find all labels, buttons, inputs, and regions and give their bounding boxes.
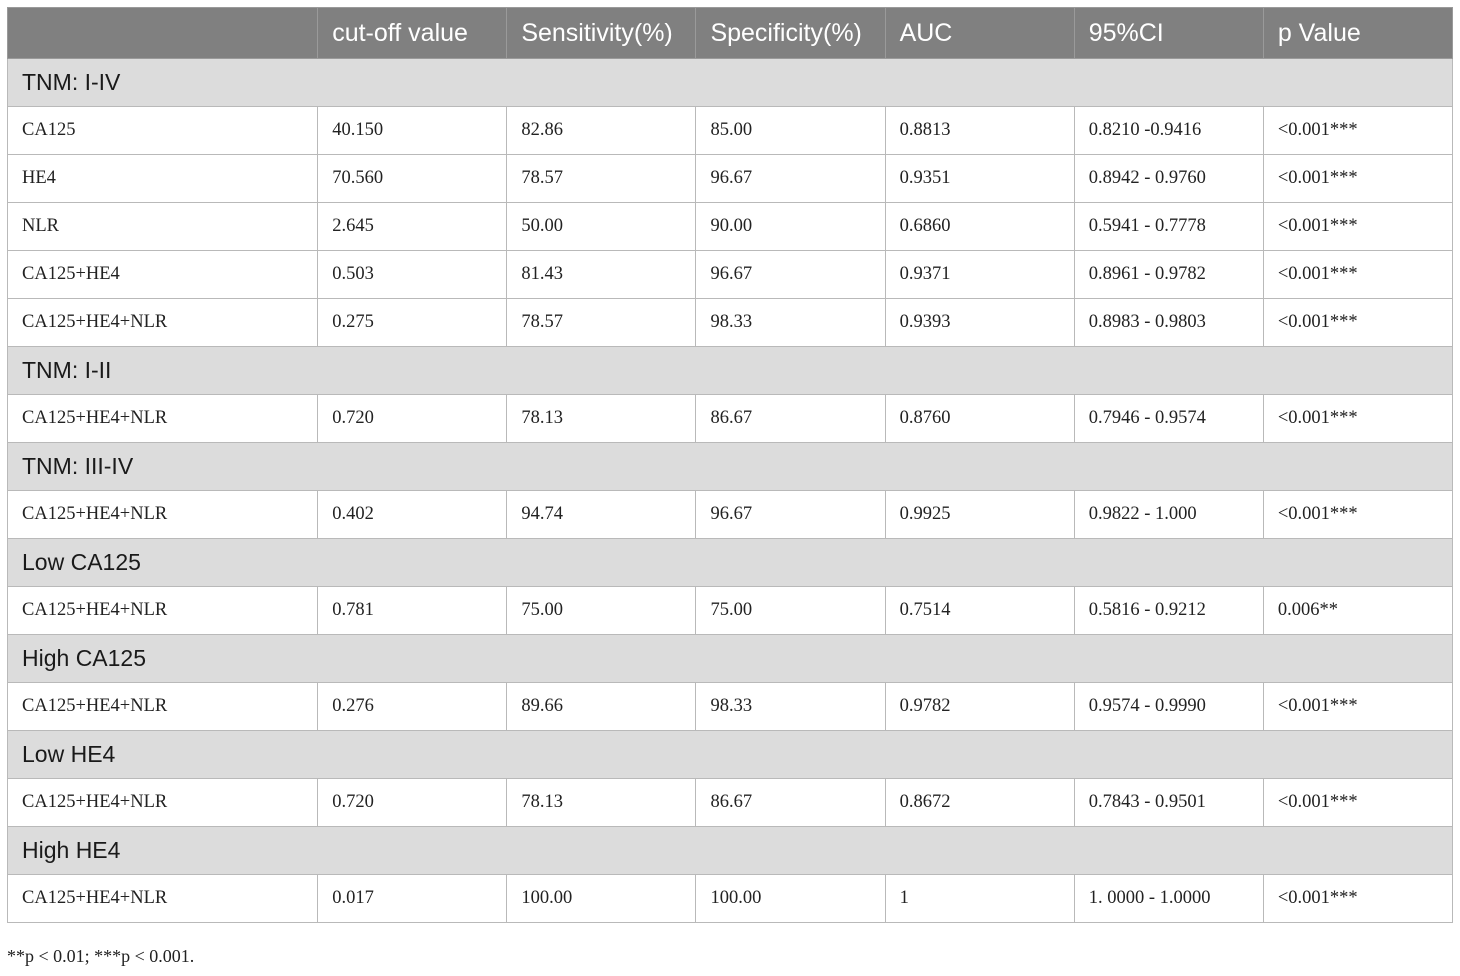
group-label: TNM: I-II — [8, 347, 1453, 395]
cell-sensitivity: 78.13 — [507, 779, 696, 827]
cell-auc: 0.8760 — [885, 395, 1074, 443]
header-row — [8, 8, 1453, 59]
cell-sensitivity: 78.57 — [507, 155, 696, 203]
cell-sensitivity: 94.74 — [507, 491, 696, 539]
cell-p-value: <0.001*** — [1263, 155, 1452, 203]
cell-auc: 0.6860 — [885, 203, 1074, 251]
table-footnote: **p < 0.01; ***p < 0.001. — [7, 946, 195, 966]
cell-ci: 0.8983 - 0.9803 — [1074, 299, 1263, 347]
cell-p-value: <0.001*** — [1263, 203, 1452, 251]
cell-auc: 0.9925 — [885, 491, 1074, 539]
cell-sensitivity: 50.00 — [507, 203, 696, 251]
header-cell-auc: AUC — [885, 8, 1074, 59]
group-row — [8, 539, 1453, 587]
cell-p-value: <0.001*** — [1263, 683, 1452, 731]
table-row — [8, 203, 1453, 251]
cell-p-value: <0.001*** — [1263, 875, 1452, 923]
cell-marker: NLR — [8, 203, 318, 251]
cell-cutoff: 0.503 — [318, 251, 507, 299]
group-label: TNM: I-IV — [8, 59, 1453, 107]
cell-auc: 0.9782 — [885, 683, 1074, 731]
cell-marker: CA125+HE4+NLR — [8, 299, 318, 347]
cell-marker: CA125+HE4+NLR — [8, 875, 318, 923]
group-row — [8, 731, 1453, 779]
cell-sensitivity: 81.43 — [507, 251, 696, 299]
cell-cutoff: 70.560 — [318, 155, 507, 203]
cell-marker: CA125+HE4+NLR — [8, 683, 318, 731]
header-cell-cutoff: cut-off value — [318, 8, 507, 59]
table-row — [8, 491, 1453, 539]
cell-ci: 0.7946 - 0.9574 — [1074, 395, 1263, 443]
cell-specificity: 90.00 — [696, 203, 885, 251]
table-row — [8, 587, 1453, 635]
header-cell-specificity: Specificity(%) — [696, 8, 885, 59]
cell-sensitivity: 75.00 — [507, 587, 696, 635]
group-row — [8, 59, 1453, 107]
table-row — [8, 395, 1453, 443]
cell-ci: 0.8961 - 0.9782 — [1074, 251, 1263, 299]
table-row — [8, 875, 1453, 923]
roc-results-table — [7, 7, 1453, 923]
cell-p-value: 0.006** — [1263, 587, 1452, 635]
cell-specificity: 96.67 — [696, 491, 885, 539]
group-label: Low CA125 — [8, 539, 1453, 587]
cell-specificity: 98.33 — [696, 683, 885, 731]
cell-specificity: 86.67 — [696, 779, 885, 827]
cell-marker: CA125+HE4 — [8, 251, 318, 299]
cell-cutoff: 2.645 — [318, 203, 507, 251]
cell-p-value: <0.001*** — [1263, 299, 1452, 347]
header-cell-p-value: p Value — [1263, 8, 1452, 59]
cell-auc: 0.9393 — [885, 299, 1074, 347]
cell-cutoff: 0.017 — [318, 875, 507, 923]
cell-auc: 0.9371 — [885, 251, 1074, 299]
group-label: TNM: III-IV — [8, 443, 1453, 491]
group-label: High CA125 — [8, 635, 1453, 683]
table-body — [8, 59, 1453, 923]
group-label: Low HE4 — [8, 731, 1453, 779]
cell-auc: 1 — [885, 875, 1074, 923]
cell-ci: 0.8210 -0.9416 — [1074, 107, 1263, 155]
table-row — [8, 683, 1453, 731]
cell-auc: 0.9351 — [885, 155, 1074, 203]
cell-sensitivity: 78.13 — [507, 395, 696, 443]
cell-sensitivity: 78.57 — [507, 299, 696, 347]
cell-marker: CA125+HE4+NLR — [8, 779, 318, 827]
table-row — [8, 107, 1453, 155]
cell-ci: 0.5816 - 0.9212 — [1074, 587, 1263, 635]
cell-marker: CA125+HE4+NLR — [8, 587, 318, 635]
group-label: High HE4 — [8, 827, 1453, 875]
group-row — [8, 635, 1453, 683]
cell-auc: 0.8813 — [885, 107, 1074, 155]
cell-cutoff: 40.150 — [318, 107, 507, 155]
cell-ci: 0.8942 - 0.9760 — [1074, 155, 1263, 203]
cell-p-value: <0.001*** — [1263, 107, 1452, 155]
table-row — [8, 155, 1453, 203]
cell-cutoff: 0.781 — [318, 587, 507, 635]
cell-specificity: 75.00 — [696, 587, 885, 635]
cell-specificity: 100.00 — [696, 875, 885, 923]
header-cell-sensitivity: Sensitivity(%) — [507, 8, 696, 59]
cell-auc: 0.7514 — [885, 587, 1074, 635]
cell-cutoff: 0.720 — [318, 395, 507, 443]
cell-p-value: <0.001*** — [1263, 491, 1452, 539]
group-row — [8, 347, 1453, 395]
cell-specificity: 96.67 — [696, 155, 885, 203]
group-row — [8, 443, 1453, 491]
group-row — [8, 827, 1453, 875]
header-cell-marker — [8, 8, 318, 59]
cell-specificity: 85.00 — [696, 107, 885, 155]
cell-ci: 0.5941 - 0.7778 — [1074, 203, 1263, 251]
table-row — [8, 251, 1453, 299]
table-row — [8, 779, 1453, 827]
cell-marker: CA125+HE4+NLR — [8, 491, 318, 539]
cell-sensitivity: 89.66 — [507, 683, 696, 731]
cell-auc: 0.8672 — [885, 779, 1074, 827]
cell-p-value: <0.001*** — [1263, 251, 1452, 299]
cell-specificity: 96.67 — [696, 251, 885, 299]
table-row — [8, 299, 1453, 347]
table-header — [8, 8, 1453, 59]
header-cell-ci: 95%CI — [1074, 8, 1263, 59]
cell-ci: 0.9822 - 1.000 — [1074, 491, 1263, 539]
cell-p-value: <0.001*** — [1263, 395, 1452, 443]
cell-cutoff: 0.720 — [318, 779, 507, 827]
cell-cutoff: 0.275 — [318, 299, 507, 347]
cell-specificity: 98.33 — [696, 299, 885, 347]
cell-sensitivity: 82.86 — [507, 107, 696, 155]
cell-cutoff: 0.402 — [318, 491, 507, 539]
cell-sensitivity: 100.00 — [507, 875, 696, 923]
cell-p-value: <0.001*** — [1263, 779, 1452, 827]
cell-ci: 1. 0000 - 1.0000 — [1074, 875, 1263, 923]
cell-ci: 0.9574 - 0.9990 — [1074, 683, 1263, 731]
cell-marker: CA125+HE4+NLR — [8, 395, 318, 443]
cell-marker: HE4 — [8, 155, 318, 203]
cell-specificity: 86.67 — [696, 395, 885, 443]
cell-marker: CA125 — [8, 107, 318, 155]
cell-cutoff: 0.276 — [318, 683, 507, 731]
cell-ci: 0.7843 - 0.9501 — [1074, 779, 1263, 827]
